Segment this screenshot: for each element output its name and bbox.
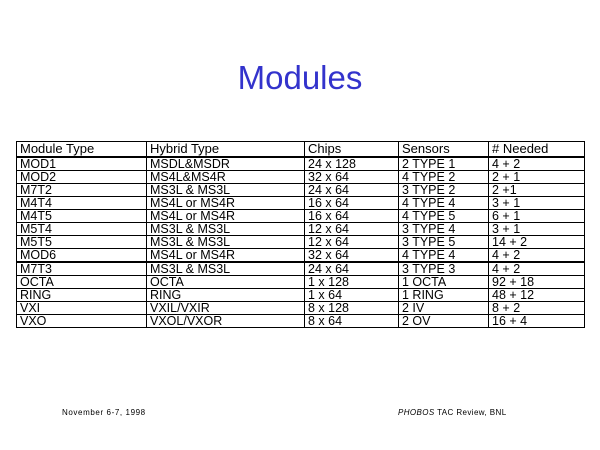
cell-hybrid-type: MS4L or MS4R: [147, 210, 305, 223]
cell-module-type: M7T3: [17, 262, 147, 276]
footer-review-project: PHOBOS: [398, 408, 435, 417]
cell-chips: 16 x 64: [305, 210, 399, 223]
cell-module-type: VXO: [17, 315, 147, 328]
cell-chips: 8 x 128: [305, 302, 399, 315]
cell-module-type: VXI: [17, 302, 147, 315]
cell-needed: 3 + 1: [489, 197, 585, 210]
cell-needed: 16 + 4: [489, 315, 585, 328]
cell-hybrid-type: MS3L & MS3L: [147, 236, 305, 249]
table-row: [17, 302, 585, 315]
table-row: [17, 289, 585, 302]
cell-chips: 24 x 64: [305, 262, 399, 276]
cell-sensors: 3 TYPE 4: [399, 223, 489, 236]
cell-module-type: MOD2: [17, 171, 147, 184]
cell-hybrid-type: OCTA: [147, 276, 305, 289]
footer-review: [398, 408, 507, 417]
header-hybrid-type: Hybrid Type: [147, 142, 305, 158]
cell-needed: 2 +1: [489, 184, 585, 197]
cell-needed: 2 + 1: [489, 171, 585, 184]
table-row: [17, 276, 585, 289]
header-needed: # Needed: [489, 142, 585, 158]
cell-needed: 4 + 2: [489, 262, 585, 276]
header-module-type: Module Type: [17, 142, 147, 158]
cell-hybrid-type: VXOL/VXOR: [147, 315, 305, 328]
cell-chips: 8 x 64: [305, 315, 399, 328]
cell-sensors: 3 TYPE 5: [399, 236, 489, 249]
header-sensors: Sensors: [399, 142, 489, 158]
cell-sensors: 1 OCTA: [399, 276, 489, 289]
cell-sensors: 2 IV: [399, 302, 489, 315]
cell-module-type: M5T5: [17, 236, 147, 249]
table-row: [17, 184, 585, 197]
cell-needed: 3 + 1: [489, 223, 585, 236]
table-row: [17, 236, 585, 249]
cell-hybrid-type: MS3L & MS3L: [147, 184, 305, 197]
table-row: [17, 197, 585, 210]
cell-sensors: 2 TYPE 1: [399, 157, 489, 171]
cell-sensors: 1 RING: [399, 289, 489, 302]
footer-review-event: TAC Review, BNL: [434, 408, 507, 417]
cell-module-type: M4T5: [17, 210, 147, 223]
cell-hybrid-type: VXIL/VXIR: [147, 302, 305, 315]
cell-module-type: RING: [17, 289, 147, 302]
cell-needed: 48 + 12: [489, 289, 585, 302]
table-row: [17, 210, 585, 223]
cell-hybrid-type: MS4L&MS4R: [147, 171, 305, 184]
cell-needed: 4 + 2: [489, 157, 585, 171]
cell-sensors: 2 OV: [399, 315, 489, 328]
table-row: [17, 171, 585, 184]
cell-chips: 1 x 64: [305, 289, 399, 302]
header-chips: Chips: [305, 142, 399, 158]
slide-title: Modules: [237, 59, 363, 96]
cell-chips: 1 x 128: [305, 276, 399, 289]
cell-module-type: M4T4: [17, 197, 147, 210]
cell-module-type: M7T2: [17, 184, 147, 197]
cell-needed: 8 + 2: [489, 302, 585, 315]
cell-chips: 24 x 128: [305, 157, 399, 171]
cell-sensors: 4 TYPE 4: [399, 197, 489, 210]
cell-hybrid-type: MS4L or MS4R: [147, 249, 305, 263]
cell-chips: 12 x 64: [305, 236, 399, 249]
cell-sensors: 4 TYPE 2: [399, 171, 489, 184]
cell-hybrid-type: MS4L or MS4R: [147, 197, 305, 210]
cell-module-type: MOD1: [17, 157, 147, 171]
cell-chips: 32 x 64: [305, 249, 399, 263]
cell-hybrid-type: MS3L & MS3L: [147, 223, 305, 236]
table-row: [17, 223, 585, 236]
cell-module-type: MOD6: [17, 249, 147, 263]
cell-chips: 32 x 64: [305, 171, 399, 184]
cell-sensors: 3 TYPE 2: [399, 184, 489, 197]
cell-module-type: M5T4: [17, 223, 147, 236]
cell-hybrid-type: MSDL&MSDR: [147, 157, 305, 171]
cell-chips: 16 x 64: [305, 197, 399, 210]
cell-sensors: 4 TYPE 5: [399, 210, 489, 223]
modules-table: [16, 141, 585, 328]
footer-date: November 6-7, 1998: [62, 408, 146, 417]
table-row: [17, 262, 585, 276]
table-row: [17, 249, 585, 263]
table-row: [17, 315, 585, 328]
table-row: [17, 157, 585, 171]
cell-needed: 14 + 2: [489, 236, 585, 249]
cell-sensors: 3 TYPE 3: [399, 262, 489, 276]
cell-chips: 24 x 64: [305, 184, 399, 197]
cell-hybrid-type: MS3L & MS3L: [147, 262, 305, 276]
table-header-row: [17, 142, 585, 158]
cell-needed: 92 + 18: [489, 276, 585, 289]
cell-needed: 6 + 1: [489, 210, 585, 223]
cell-module-type: OCTA: [17, 276, 147, 289]
cell-chips: 12 x 64: [305, 223, 399, 236]
cell-needed: 4 + 2: [489, 249, 585, 263]
cell-hybrid-type: RING: [147, 289, 305, 302]
cell-sensors: 4 TYPE 4: [399, 249, 489, 263]
